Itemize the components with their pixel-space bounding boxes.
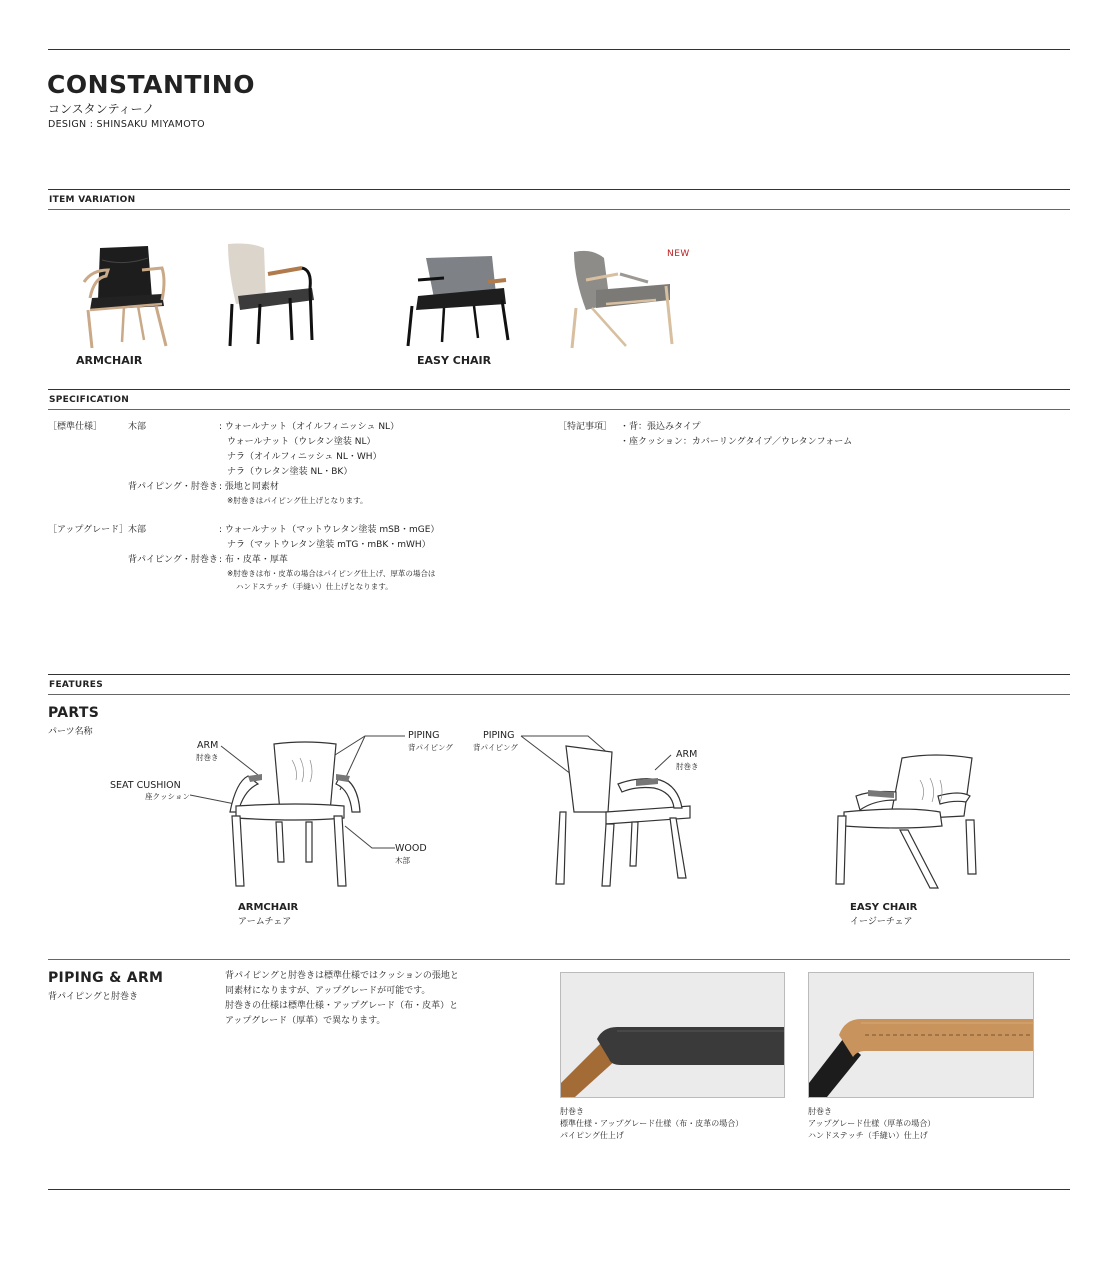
spec-upgrade-wood-label: 木部 [128,525,147,535]
piping-arm-body [225,969,459,1029]
part-arm-jp-2: 肘巻き [676,762,699,771]
spec-upgrade-piping-note: ※肘巻きは布・皮革の場合はパイピング仕上げ、厚革の場合は [227,569,436,578]
caption-piping [560,1106,743,1142]
easychair-label: EASY CHAIR [417,354,492,367]
parts-title: PARTS [48,705,100,721]
arm-handstitch-photo [808,972,1034,1098]
caption-line: アップグレード仕様（厚革の場合） [808,1119,936,1128]
spec-upgrade-piping-note: ハンドステッチ（手縫い）仕上げとなります。 [236,582,393,591]
caption-line: ハンドステッチ（手縫い）仕上げ [808,1131,928,1140]
diagram-easychair-jp: イージーチェア [850,917,913,927]
spec-upgrade-piping-label: 背パイピング・肘巻き [128,555,218,565]
spec-standard-piping-value: : 張地と同素材 [219,482,279,492]
caption-handstitch [808,1106,935,1142]
part-arm-label: ARM [197,740,219,751]
spec-upgrade-category: ［アップグレード］ [48,525,129,535]
spec-upgrade-wood-line: : ウォールナット（マットウレタン塗装 mSB・mGE） [219,525,440,535]
diagram-armchair-label: ARMCHAIR [238,902,299,913]
part-piping-label: PIPING [408,730,440,741]
features-heading: FEATURES [49,680,103,690]
spec-standard-wood-label: 木部 [128,422,147,432]
specification-heading: SPECIFICATION [49,395,130,405]
part-piping-jp-2: 背パイピング [473,743,518,752]
diagram-armchair-jp: アームチェア [238,917,292,927]
body-line: 肘巻きの仕様は標準仕様・アップグレード（布・皮革）と [225,1001,459,1011]
product-title: CONSTANTINO [47,70,255,99]
part-arm-label-2: ARM [676,749,698,760]
spec-standard-wood-line: : ウォールナット（オイルフィニッシュ NL） [219,422,400,432]
spec-notes-line: ・座クッション：カバーリングタイプ／ウレタンフォーム [620,437,853,447]
section-rule [48,959,1070,960]
part-arm-jp: 肘巻き [196,753,219,762]
part-wood-jp: 木部 [395,856,410,865]
bottom-rule [48,1189,1070,1190]
caption-line: パイピング仕上げ [560,1131,624,1140]
item-variation-heading: ITEM VARIATION [49,195,136,205]
caption-line: 標準仕様・アップグレード仕様（布・皮革の場合） [560,1119,744,1128]
diagram-easychair-label: EASY CHAIR [850,902,918,913]
spec-standard-wood-line: ナラ（ウレタン塗装 NL・BK） [227,467,353,477]
spec-notes-category: ［特記事項］ [558,422,613,432]
spec-standard-wood-line: ナラ（オイルフィニッシュ NL・WH） [227,452,382,462]
spec-notes-line: ・背：張込みタイプ [620,422,701,432]
designer-credit: DESIGN : SHINSAKU MIYAMOTO [48,119,205,130]
spec-upgrade-wood-line: ナラ（マットウレタン塗装 mTG・mBK・mWH） [227,540,431,550]
piping-arm-subtitle: 背パイピングと肘巻き [48,992,139,1002]
product-subtitle: コンスタンティーノ [48,102,155,116]
caption-line: 肘巻き [560,1107,584,1116]
piping-arm-title: PIPING & ARM [48,970,164,986]
armchair-label: ARMCHAIR [76,354,143,367]
new-badge: NEW [667,249,690,259]
parts-subtitle: パーツ名称 [48,727,93,737]
part-seat-jp: 座クッション [145,792,190,801]
part-wood-label: WOOD [395,843,427,854]
caption-line: 肘巻き [808,1107,832,1116]
part-piping-jp: 背パイピング [408,743,453,752]
body-line: アップグレード（厚革）で異なります。 [225,1016,386,1026]
part-seat-label: SEAT CUSHION [110,780,181,791]
spec-standard-category: ［標準仕様］ [48,422,103,432]
spec-standard-piping-note: ※肘巻きはパイピング仕上げとなります。 [227,496,368,505]
spec-upgrade-piping-value: : 布・皮革・厚革 [219,555,288,565]
body-line: 背パイピングと肘巻きは標準仕様ではクッションの張地と [225,971,459,981]
arm-piping-photo [560,972,785,1098]
spec-standard-piping-label: 背パイピング・肘巻き [128,482,218,492]
part-piping-label-2: PIPING [483,730,515,741]
spec-standard-wood-line: ウォールナット（ウレタン塗装 NL） [227,437,376,447]
body-line: 同素材になりますが、アップグレードが可能です。 [225,986,431,996]
